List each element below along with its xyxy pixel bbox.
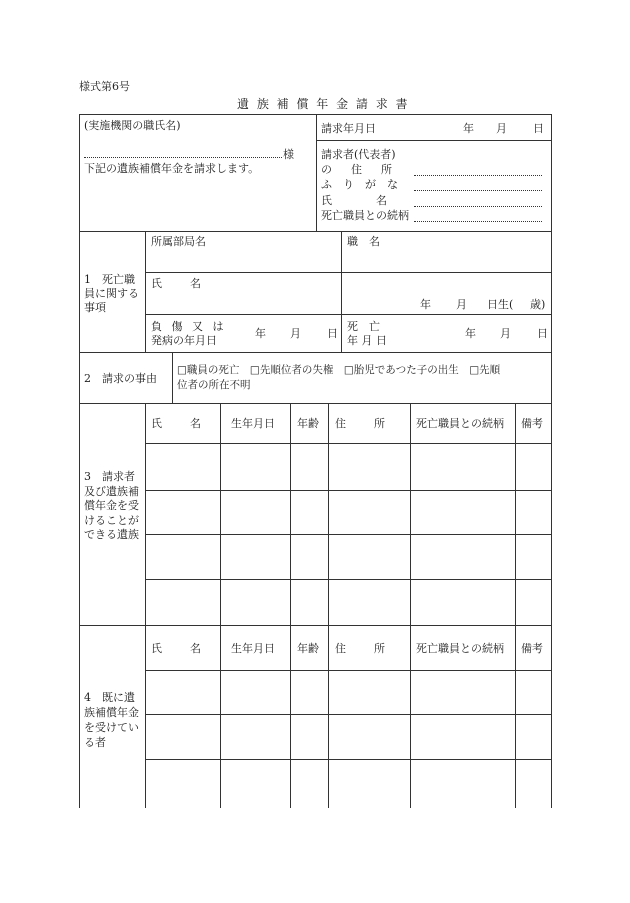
death-month: 月 [500, 327, 511, 340]
s1-date-divider [341, 314, 342, 352]
col-divider-birth [290, 403, 291, 808]
birth-age: 歳) [530, 298, 546, 311]
address-label: の 住 所 [321, 163, 396, 176]
section3-top-line [79, 403, 552, 404]
s4-col-remarks: 備考 [521, 642, 543, 655]
section4-label: 4 既に遺族補償年金を受けている者 [84, 691, 139, 749]
col-divider-name [220, 403, 221, 808]
s3-label-divider [145, 403, 146, 808]
furigana-label: ふ り が な [321, 178, 398, 191]
col-divider-age [328, 403, 329, 808]
s1-row1-line [145, 272, 552, 273]
post-label: 職 名 [347, 235, 380, 248]
section1-label: 1 死亡職員に関する事項 [84, 273, 139, 314]
relation-label: 死亡職員との続柄 [321, 209, 409, 222]
s1-label-divider [145, 231, 146, 352]
s1-name-divider [341, 272, 342, 314]
col-divider-relation [515, 403, 516, 808]
section3-label: 3 請求者及び遺族補償年金を受けることができる遺族 [84, 470, 139, 541]
s3-col-address: 住 所 [335, 417, 387, 430]
claimant-label: 請求者(代表者) [321, 148, 396, 161]
s4-col-birth: 生年月日 [231, 642, 275, 655]
birth-year: 年 [420, 298, 431, 311]
date-row-line [316, 140, 552, 141]
section2-label: 2 請求の事由 [84, 372, 157, 385]
s2-label-divider [172, 352, 173, 403]
death-label-1: 死 亡 [347, 320, 380, 333]
name-dotted-line [414, 206, 542, 207]
form-number: 様式第6号 [79, 80, 130, 93]
s1-row2-line [145, 314, 552, 315]
s3-col-relation: 死亡職員との続柄 [416, 417, 504, 430]
dept-label: 所属部局名 [151, 235, 206, 248]
section1-top-line [79, 231, 552, 232]
address-dotted-line [414, 175, 542, 176]
reason-options-line1[interactable]: □職員の死亡 □先順位者の失権 □胎児であつた子の出生 □先順 [177, 364, 501, 376]
s3-row1-line [145, 490, 552, 491]
injury-year: 年 [255, 327, 266, 340]
s3-col-birth: 生年月日 [231, 417, 275, 430]
s4-row1-line [145, 714, 552, 715]
right-border [551, 114, 552, 808]
injury-day: 日 [327, 327, 338, 340]
form-title: 遺 族 補 償 年 金 請 求 書 [237, 97, 410, 111]
injury-label-1: 負 傷 又 は [151, 320, 227, 333]
section4-top-line [79, 625, 552, 626]
honorific: 様 [283, 148, 294, 161]
agency-dotted-line [84, 157, 282, 158]
request-year: 年 [463, 122, 474, 135]
s4-header-line [145, 670, 552, 671]
request-month: 月 [496, 122, 507, 135]
s4-row2-line [145, 759, 552, 760]
section2-top-line [79, 352, 552, 353]
s3-col-name: 氏 名 [151, 417, 203, 430]
birth-day: 日生( [487, 298, 514, 311]
injury-month: 月 [290, 327, 301, 340]
s4-col-relation: 死亡職員との続柄 [416, 642, 504, 655]
request-text: 下記の遺族補償年金を請求します。 [84, 162, 260, 175]
top-divider [316, 114, 317, 231]
injury-label-2: 発病の年月日 [151, 334, 217, 347]
s3-header-line [145, 443, 552, 444]
reason-options-line2[interactable]: 位者の所在不明 [177, 379, 251, 391]
birth-month: 月 [456, 298, 467, 311]
death-day: 日 [537, 327, 548, 340]
furigana-dotted-line [414, 190, 542, 191]
relation-dotted-line [414, 221, 542, 222]
deceased-name-label: 氏 名 [151, 277, 203, 290]
s4-col-age: 年齢 [297, 642, 319, 655]
left-border [79, 114, 80, 808]
request-day: 日 [533, 122, 544, 135]
agency-label: (実施機関の職氏名) [84, 119, 181, 132]
s1-dept-divider [341, 231, 342, 272]
request-date-label: 請求年月日 [321, 122, 376, 135]
col-divider-address [410, 403, 411, 808]
s3-row3-line [145, 579, 552, 580]
s4-col-address: 住 所 [335, 642, 387, 655]
s3-row2-line [145, 534, 552, 535]
s3-col-age: 年齢 [297, 417, 319, 430]
death-label-2: 年 月 日 [347, 334, 387, 347]
death-year: 年 [465, 327, 476, 340]
s3-col-remarks: 備考 [521, 417, 543, 430]
s4-col-name: 氏 名 [151, 642, 203, 655]
name-label: 氏 名 [321, 194, 387, 207]
